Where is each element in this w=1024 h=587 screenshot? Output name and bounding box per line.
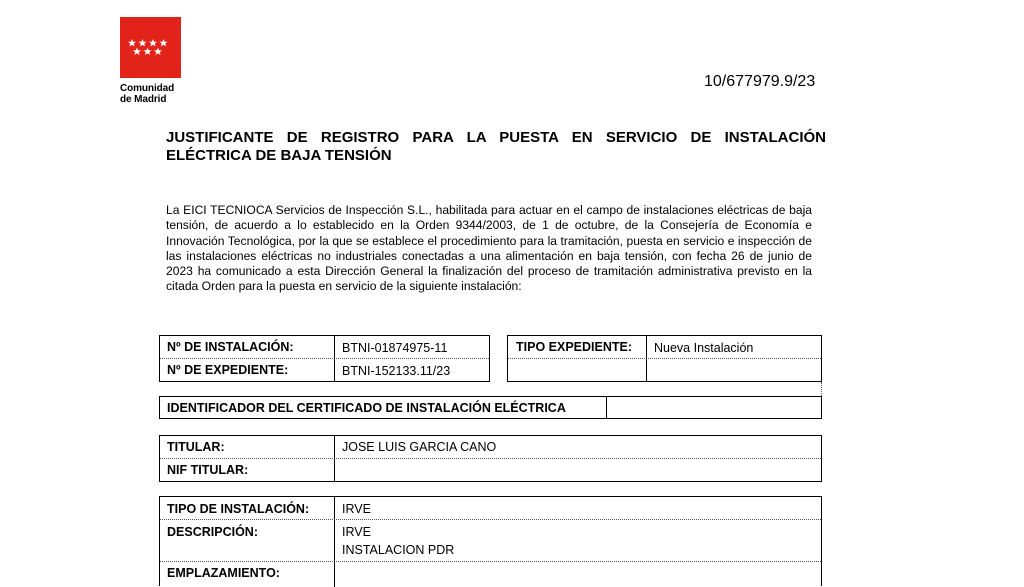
logo-text	[120, 83, 182, 105]
installation-table	[159, 335, 490, 382]
comunidad-de-madrid-logo	[120, 17, 182, 105]
expedient-type-table	[507, 335, 822, 382]
description-label: DESCRIPCIÓN:	[167, 525, 258, 539]
holder-value: JOSE LUIS GARCIA CANO	[342, 440, 497, 454]
installation-number-label: Nº DE INSTALACIÓN:	[167, 340, 294, 354]
nif-holder-label: NIF TITULAR:	[167, 463, 249, 477]
certificate-table	[159, 396, 822, 419]
logo-red-square	[120, 17, 181, 78]
expedient-type-value: Nueva Instalación	[654, 341, 754, 355]
installation-type-label: TIPO DE INSTALACIÓN:	[167, 502, 310, 516]
logo-line-1: Comunidad	[120, 83, 175, 94]
document-reference: 10/677979.9/23	[704, 73, 816, 90]
intro-paragraph: La EICI TECNIOCA Servicios de Inspección S.L., habilitada para actuar en el campo de instalaciones eléctricas de baja tensión, de acuerdo a lo establecido en la Orden 9344/2003, de 1 de octubre, de la Consejería de Economía e Innovación Tecnológica, por la que se establece el procedimiento para la tramitación, puesta en servicio e inspección de las instalaciones eléctricas no industriales conectadas a una alimentación en baja tensión, con fecha 26 de junio de 2023 ha comunicado a esta Dirección General la finalización del proceso de tramitación administrativa previsto en la citada Orden para la puesta en servicio de la siguiente instalación:	[166, 203, 812, 294]
stars-icon	[120, 17, 181, 78]
installation-type-value: IRVE	[342, 502, 371, 516]
document-title: JUSTIFICANTE DE REGISTRO PARA LA PUESTA EN SERVICIO DE INSTALACIÓN ELÉCTRICA DE BAJA TENSIÓN	[166, 129, 826, 164]
expedient-type-label: TIPO EXPEDIENTE:	[516, 340, 632, 354]
description-line-2: INSTALACION PDR	[342, 543, 455, 557]
installation-number-value: BTNI-01874975-11	[342, 341, 448, 355]
location-label: EMPLAZAMIENTO:	[167, 566, 280, 580]
holder-label: TITULAR:	[167, 440, 225, 454]
description-line-1: IRVE	[342, 525, 371, 539]
expedient-number-value: BTNI-152133.11/23	[342, 364, 451, 378]
holder-table	[159, 435, 822, 482]
installation-details-table	[159, 496, 822, 586]
certificate-id-label: IDENTIFICADOR DEL CERTIFICADO DE INSTALACIÓN ELÉCTRICA	[167, 401, 566, 415]
logo-line-2: de Madrid	[120, 94, 167, 105]
expedient-number-label: Nº DE EXPEDIENTE:	[167, 363, 289, 377]
